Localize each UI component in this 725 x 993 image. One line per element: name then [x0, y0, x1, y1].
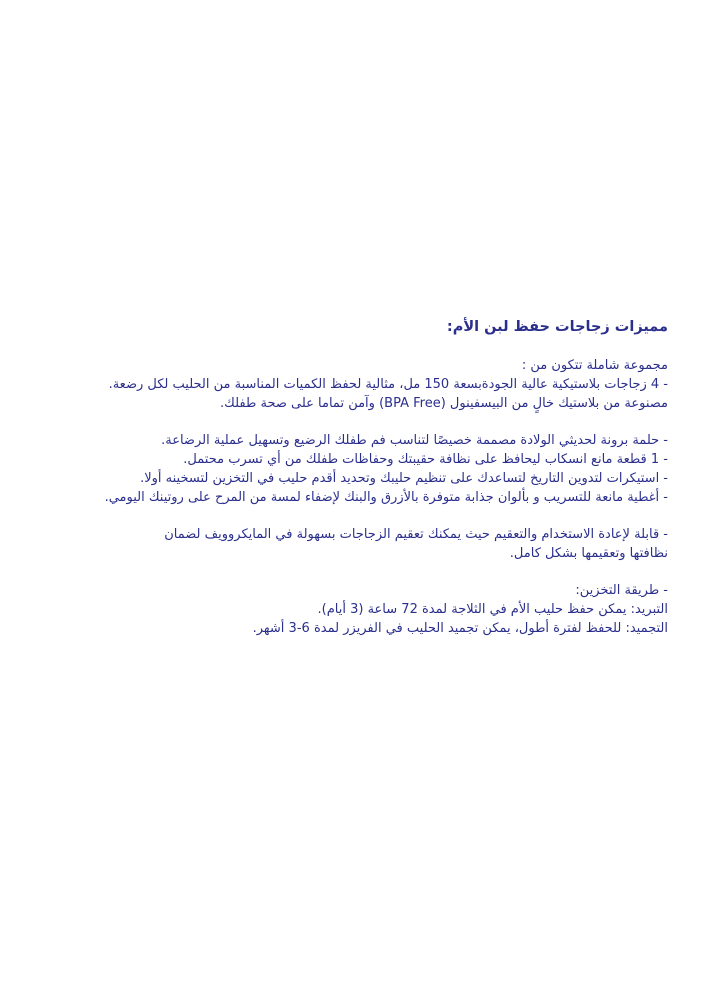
document-body — [40, 318, 668, 656]
storage-section — [40, 581, 668, 638]
text-line: - 4 زجاجات بلاستيكية عالية الجودةبسعة 150 مل، مثالية لحفظ الكميات المناسبة من الحليب لكل رضعة. — [108, 377, 668, 392]
text-line: نظافتها وتعقيمها بشكل كامل. — [509, 546, 668, 561]
text-line: - استيكرات لتدوين التاريخ لتساعدك على تنظيم حليبك وتحديد أقدم حليب في التخزين لتسخينه أولا. — [140, 471, 668, 486]
text-line: التجميد: للحفظ لفترة أطول، يمكن تجميد الحليب في الفريزر لمدة 6-3 أشهر. — [252, 621, 668, 636]
reusable-section — [40, 525, 668, 563]
text-line: - حلمة برونة لحديثي الولادة مصممة خصيصًا لتناسب فم طفلك الرضيع وتسهيل عملية الرضاعة. — [161, 433, 668, 448]
contents-section — [40, 356, 668, 413]
text-line: مصنوعة من بلاستيك خالٍ من البيسفينول (BPA Free) وآمن تماما على صحة طفلك. — [220, 396, 668, 411]
text-line: - قابلة لإعادة الاستخدام والتعقيم حيث يمكنك تعقيم الزجاجات بسهولة في المايكروويف لضمان — [164, 527, 668, 542]
document-heading: مميزات زجاجات حفظ لبن الأم: — [446, 319, 668, 335]
text-line: مجموعة شاملة تتكون من : — [521, 358, 668, 373]
features-section — [40, 431, 668, 507]
text-line: التبريد: يمكن حفظ حليب الأم في الثلاجة لمدة 72 ساعة (3 أيام). — [317, 602, 668, 617]
text-line: - طريقة التخزين: — [575, 583, 668, 598]
text-line: - 1 قطعة مانع انسكاب ليحافظ على نظافة حقيبتك وحفاظات طفلك من أي تسرب محتمل. — [183, 452, 668, 467]
text-line: - أغطية مانعة للتسريب و بألوان جذابة متوفرة بالأزرق والبنك لإضفاء لمسة من المرح على روتينك اليومي. — [104, 490, 668, 505]
